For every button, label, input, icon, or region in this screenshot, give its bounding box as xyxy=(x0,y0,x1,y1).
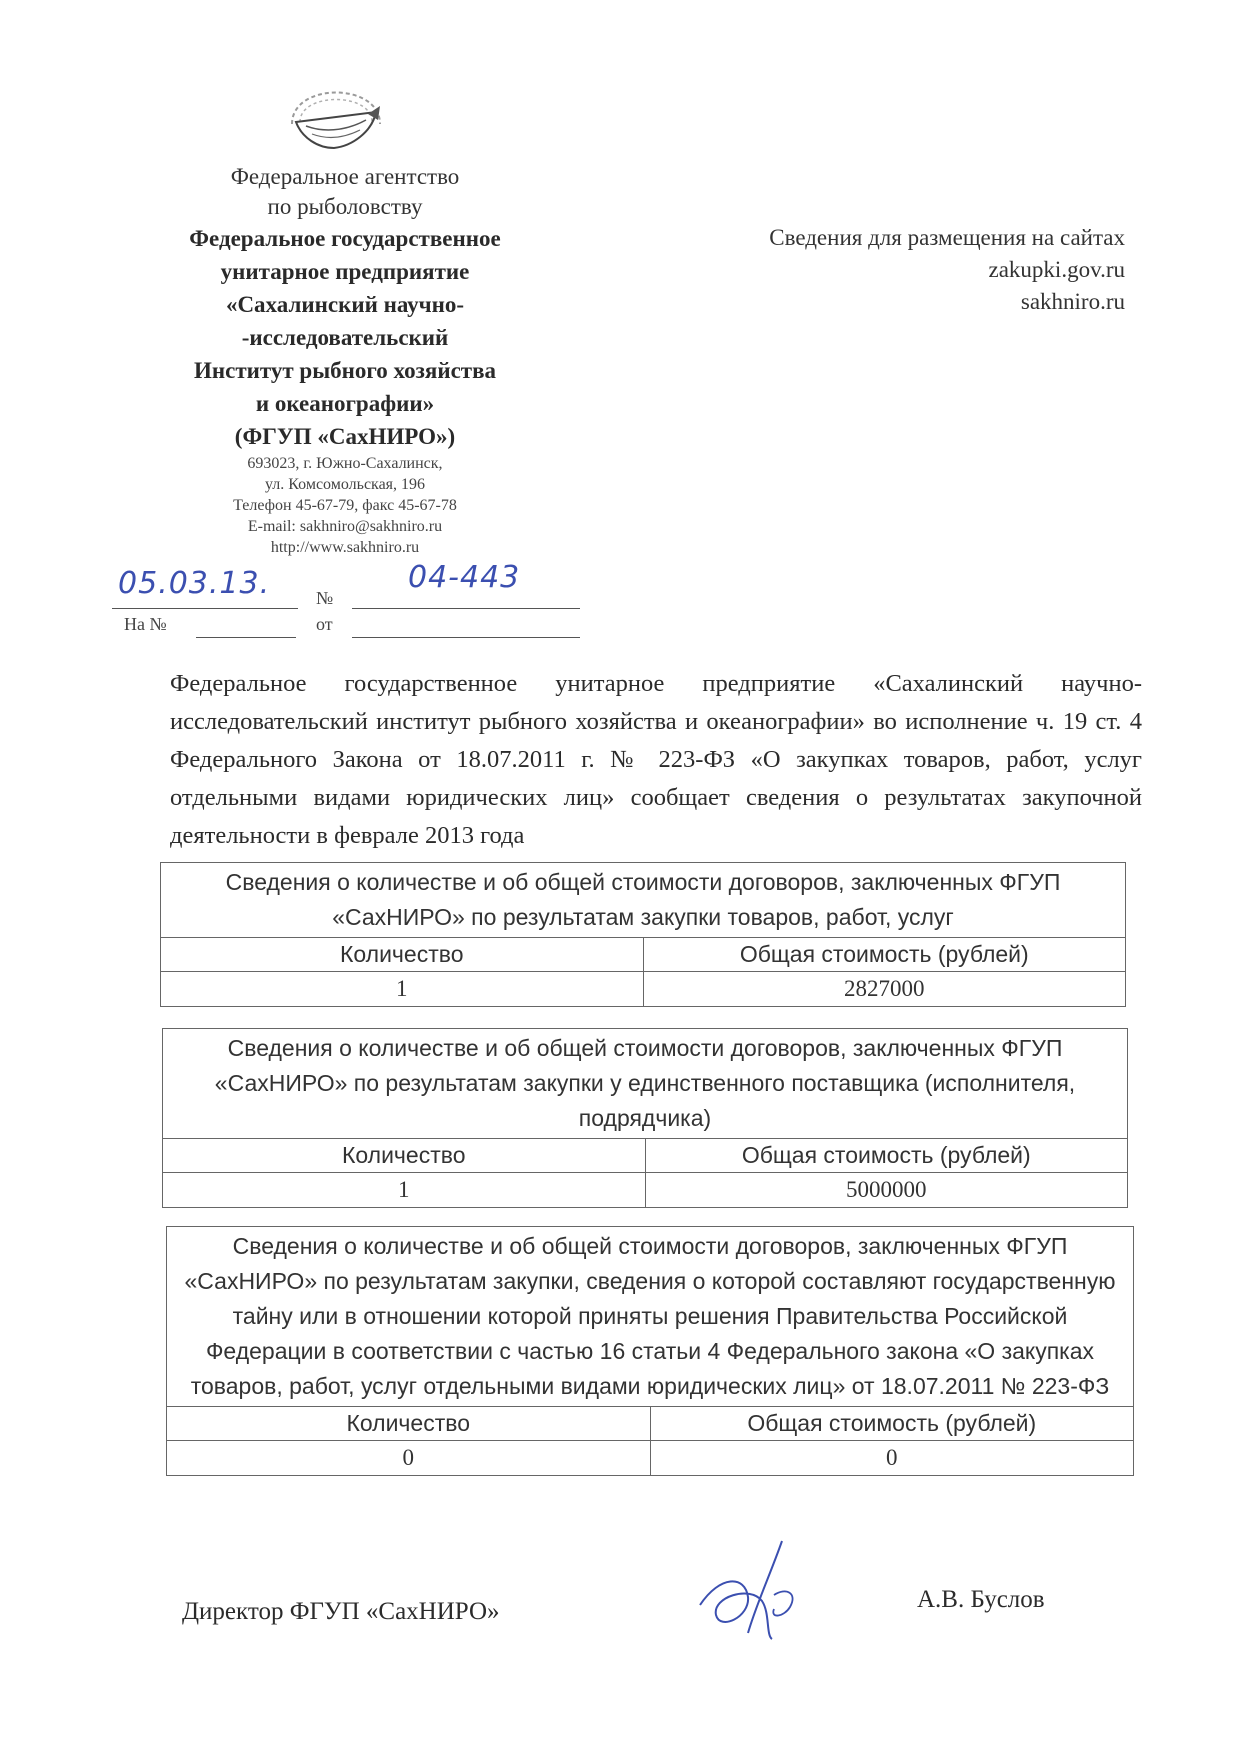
org-name-line: (ФГУП «СахНИРО») xyxy=(234,424,456,449)
phone-line: Телефон 45-67-79, факс 45-67-78 xyxy=(233,497,457,514)
table-title: Сведения о количестве и об общей стоимости договоров, заключенных ФГУП «СахНИРО» по результатам закупки товаров, работ, услуг xyxy=(161,863,1126,938)
table-title: Сведения о количестве и об общей стоимости договоров, заключенных ФГУП «СахНИРО» по результатам закупки у единственного поставщика (исполнителя, подрядчика) xyxy=(163,1029,1128,1139)
org-name-line: и океанографии» xyxy=(255,391,435,416)
procurement-summary-table xyxy=(160,862,1126,1007)
quantity-cell: 1 xyxy=(163,1173,646,1208)
quantity-header: Количество xyxy=(161,938,644,972)
org-name-line: унитарное предприятие xyxy=(220,259,470,284)
quantity-cell: 1 xyxy=(161,972,644,1007)
recipient-block xyxy=(620,222,1125,318)
org-name-line: -исследовательский xyxy=(241,325,449,350)
letterhead xyxy=(120,162,570,558)
quantity-header: Количество xyxy=(163,1139,646,1173)
intro-paragraph: Федеральное государственное унитарное предприятие «Сахалинский научно-исследовательский институт рыбного хозяйства и океанографии» во исполнение ч. 19 ст. 4 Федерального Закона от 18.07.2011 г. № 223-ФЗ «О закупках товаров, работ, услуг отдельными видами юридических лиц» сообщает сведения о результатах закупочной деятельности в феврале 2013 года xyxy=(170,670,1142,849)
table-title: Сведения о количестве и об общей стоимости договоров, заключенных ФГУП «СахНИРО» по результатам закупки, сведения о которой составляют государственную тайну или в отношении которой приняты решения Правительства Российской Федерации в соответствии с частью 16 статьи 4 Федерального закона «О закупках товаров, работ, услуг отдельными видами юридических лиц» от 18.07.2011 № 223-ФЗ xyxy=(167,1227,1134,1407)
single-supplier-table xyxy=(162,1028,1128,1208)
cost-header: Общая стоимость (рублей) xyxy=(643,938,1126,972)
state-secret-table xyxy=(166,1226,1134,1476)
quantity-cell: 0 xyxy=(167,1441,651,1476)
org-name-line: Федеральное государственное xyxy=(189,226,501,251)
recipient-line: Сведения для размещения на сайтах xyxy=(769,225,1125,250)
from-underline xyxy=(352,637,580,638)
ref-label: На № xyxy=(124,614,167,634)
website-line: http://www.sakhniro.ru xyxy=(270,539,420,556)
from-label: от xyxy=(316,614,333,634)
cost-header: Общая стоимость (рублей) xyxy=(645,1139,1128,1173)
cost-cell: 2827000 xyxy=(643,972,1126,1007)
signatory-position: Директор ФГУП «СахНИРО» xyxy=(182,1598,500,1625)
fish-emblem-icon xyxy=(282,62,390,162)
date-underline xyxy=(112,608,298,609)
address-line: 693023, г. Южно-Сахалинск, xyxy=(247,455,443,472)
org-name-line: «Сахалинский научно- xyxy=(225,292,465,317)
address-line: ул. Комсомольская, 196 xyxy=(264,476,426,493)
handwritten-signature xyxy=(690,1535,820,1655)
ref-underline xyxy=(196,637,296,638)
recipient-line: zakupki.gov.ru xyxy=(988,257,1125,282)
signatory-name: А.В. Буслов xyxy=(917,1586,1045,1613)
agency-line: Федеральное агентство xyxy=(230,164,460,189)
recipient-line: sakhniro.ru xyxy=(1020,289,1125,314)
email-line: E-mail: sakhniro@sakhniro.ru xyxy=(247,518,443,535)
agency-line: по рыболовству xyxy=(267,194,423,219)
org-name-line: Институт рыбного хозяйства xyxy=(193,358,497,383)
quantity-header: Количество xyxy=(167,1407,651,1441)
number-underline xyxy=(352,608,580,609)
handwritten-number: 04-443 xyxy=(408,560,521,595)
cost-cell: 5000000 xyxy=(645,1173,1128,1208)
number-label: № xyxy=(316,588,334,608)
handwritten-date: 05.03.13. xyxy=(118,566,271,601)
cost-cell: 0 xyxy=(650,1441,1134,1476)
cost-header: Общая стоимость (рублей) xyxy=(650,1407,1134,1441)
